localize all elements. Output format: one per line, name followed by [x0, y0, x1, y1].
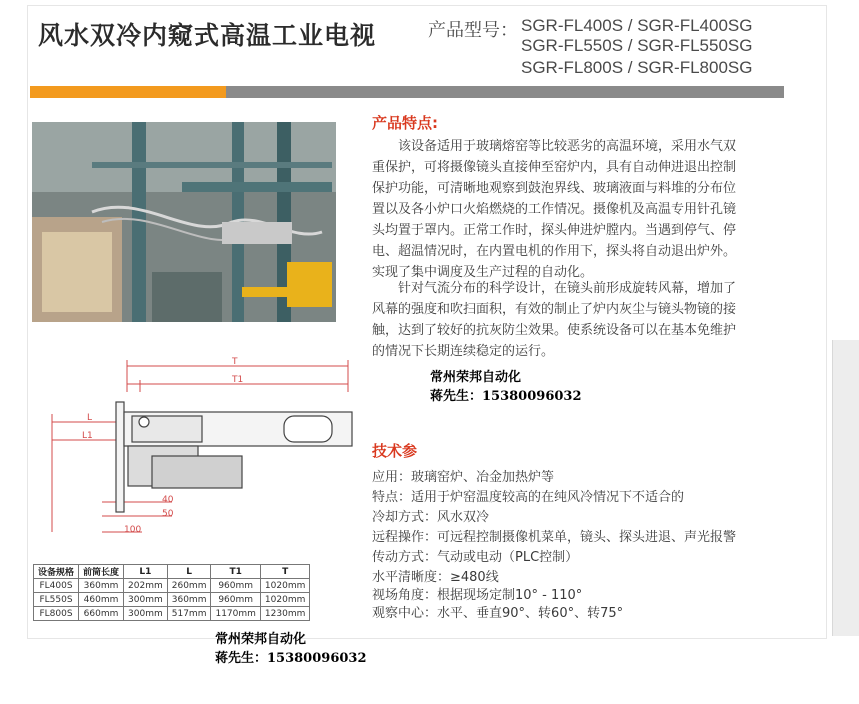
spec-header-cell: 前筒长度 [79, 565, 124, 579]
spec-cell: 360mm [79, 579, 124, 593]
features-para1-line: 头均置于罩内。正常工作时，探头伸进炉膛内。当遇到停气、停 [372, 223, 737, 238]
model-line-3: SGR-FL800S / SGR-FL800SG [521, 58, 753, 77]
accent-bar-orange [30, 86, 226, 98]
spec-cell: 360mm [167, 593, 211, 607]
dim-label-L1: L1 [82, 431, 93, 441]
table-row [34, 607, 310, 621]
spec-cell: FL550S [34, 593, 79, 607]
tech-line: 观察中心：水平、垂直90°、转60°、转75° [372, 606, 624, 621]
table-row [34, 593, 310, 607]
spec-header-cell: L1 [124, 565, 168, 579]
spec-header-cell: T1 [211, 565, 260, 579]
tech-title: 技术参 [372, 442, 418, 460]
dim-label-T: T [232, 357, 238, 367]
tech-line: 远程操作：可远程控制摄像机菜单，镜头、探头进退、声光报警 [372, 530, 737, 545]
tech-line: 特点：适用于炉窑温度较高的在纯风冷情况下不适合的 [372, 490, 685, 505]
spec-header-cell: L [167, 565, 211, 579]
spec-cell: 1020mm [260, 593, 309, 607]
installation-photo [32, 122, 336, 322]
tech-line: 传动方式：气动或电动（PLC控制） [372, 550, 579, 565]
tech-line: 应用：玻璃窑炉、冶金加热炉等 [372, 470, 555, 485]
dimension-diagram [32, 352, 362, 548]
spec-cell: 1020mm [260, 579, 309, 593]
spec-cell: 300mm [124, 607, 168, 621]
features-para2-line: 的情况下长期连续稳定的运行。 [372, 344, 555, 359]
contact-block-1 [430, 368, 582, 406]
spec-cell: 460mm [79, 593, 124, 607]
tech-line: 水平清晰度：≥480线 [372, 570, 499, 585]
spec-cell: 960mm [211, 579, 260, 593]
spec-cell: FL400S [34, 579, 79, 593]
features-title: 产品特点: [372, 114, 438, 132]
features-para1-line: 重保护，可将摄像镜头直接伸至窑炉内，具有自动伸进退出控制 [372, 160, 737, 175]
features-para2-line: 触，达到了较好的抗灰防尘效果。使系统设备可以在基本免维护 [372, 323, 737, 338]
features-para1-line: 电、超温情况时，在内置电机的作用下，探头将自动退出炉外。 [372, 244, 737, 259]
features-para1-line: 置以及各小炉口火焰燃烧的工作情况。摄像机及高温专用针孔镜 [372, 202, 737, 217]
page-title: 风水双冷内窥式高温工业电视 [38, 21, 377, 50]
spec-cell: 1230mm [260, 607, 309, 621]
spec-cell: 1170mm [211, 607, 260, 621]
spec-cell: 517mm [167, 607, 211, 621]
tech-line: 视场角度：根据现场定制10° - 110° [372, 588, 583, 603]
features-paragraph-1 [372, 136, 782, 283]
dim-label-50: 50 [162, 509, 174, 519]
model-label: 产品型号： [428, 20, 518, 41]
spec-cell: 300mm [124, 593, 168, 607]
spec-cell: 260mm [167, 579, 211, 593]
contact-company: 常州荣邦自动化 [430, 370, 522, 385]
spec-header-cell: T [260, 565, 309, 579]
table-row [34, 579, 310, 593]
spec-cell: 202mm [124, 579, 168, 593]
contact-block-2 [215, 630, 367, 668]
spec-table [33, 564, 310, 621]
features-para1-line: 该设备适用于玻璃熔窑等比较恶劣的高温环境，采用水气双 [398, 139, 737, 154]
spec-cell: 660mm [79, 607, 124, 621]
features-paragraph-2 [372, 278, 782, 362]
right-edge-strip [832, 340, 859, 636]
contact-company: 常州荣邦自动化 [215, 632, 307, 647]
contact-person: 蒋先生：15380096032 [215, 651, 367, 666]
spec-table-header [34, 565, 310, 579]
spec-cell: 960mm [211, 593, 260, 607]
accent-bar-gray [226, 86, 784, 98]
product-sheet [28, 6, 826, 638]
spec-header-cell: 设备规格 [34, 565, 79, 579]
features-para2-line: 风幕的强度和吹扫面积，有效的制止了炉内灰尘与镜头物镜的接 [372, 302, 737, 317]
features-para1-line: 保护功能，可清晰地观察到鼓泡界线、玻璃液面与料堆的分布位 [372, 181, 737, 196]
model-line-2: SGR-FL550S / SGR-FL550SG [521, 36, 753, 55]
model-line-1: SGR-FL400S / SGR-FL400SG [521, 16, 753, 35]
spec-cell: FL800S [34, 607, 79, 621]
contact-person: 蒋先生：15380096032 [430, 389, 582, 404]
tech-line: 冷却方式：风水双冷 [372, 510, 490, 525]
dim-label-100: 100 [124, 525, 142, 535]
dim-label-L: L [87, 413, 93, 423]
dim-label-T1: T1 [232, 375, 244, 385]
features-para2-line: 针对气流分布的科学设计，在镜头前形成旋转风幕，增加了 [398, 281, 737, 296]
features-para1-line: 实现了集中调度及生产过程的自动化。 [372, 265, 594, 280]
dim-label-40: 40 [162, 495, 174, 505]
